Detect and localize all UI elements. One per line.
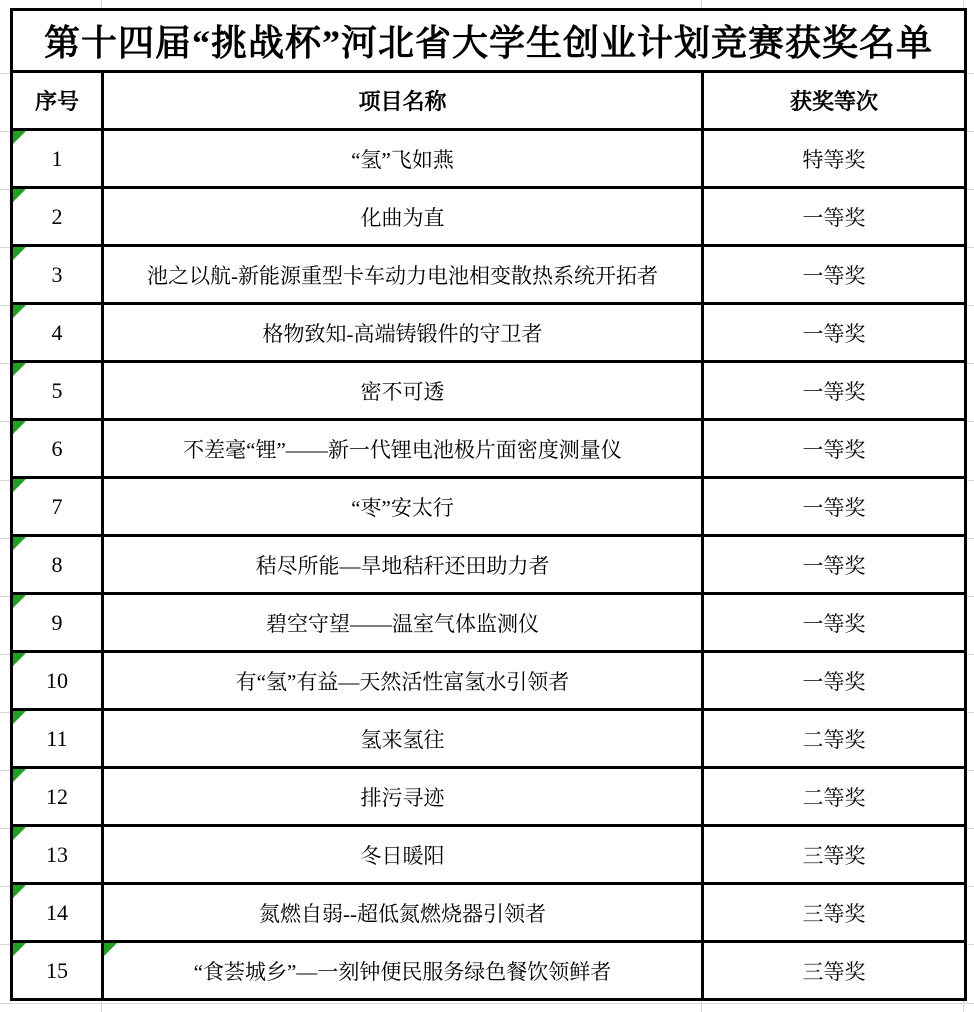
project-name-cell-text: 秸尽所能—旱地秸秆还田助力者 xyxy=(255,553,550,578)
row-number-cell-text: 7 xyxy=(51,493,63,519)
table-row xyxy=(12,130,966,188)
award-level-cell-text: 一等奖 xyxy=(802,321,866,346)
row-number-cell xyxy=(12,826,103,884)
error-indicator-triangle-icon xyxy=(13,943,26,956)
table-row xyxy=(12,362,966,420)
row-number-cell-text: 10 xyxy=(46,667,68,693)
project-name-cell xyxy=(103,942,703,1000)
row-number-cell xyxy=(12,188,103,246)
award-level-cell-text: 三等奖 xyxy=(802,843,866,868)
table-row xyxy=(12,536,966,594)
table-row xyxy=(12,652,966,710)
row-number-cell xyxy=(12,246,103,304)
project-name-cell xyxy=(103,246,703,304)
row-number-cell xyxy=(12,130,103,188)
award-level-cell xyxy=(703,362,966,420)
row-number-cell xyxy=(12,594,103,652)
award-level-cell xyxy=(703,246,966,304)
row-number-cell-text: 13 xyxy=(46,841,68,867)
row-number-cell xyxy=(12,710,103,768)
table-row xyxy=(12,420,966,478)
error-indicator-triangle-icon xyxy=(13,363,26,376)
award-level-cell xyxy=(703,304,966,362)
project-name-cell-text: 池之以航-新能源重型卡车动力电池相变散热系统开拓者 xyxy=(147,263,658,288)
error-indicator-triangle-icon xyxy=(13,653,26,666)
row-number-cell xyxy=(12,942,103,1000)
header-serial-number: 序号 xyxy=(12,72,103,130)
project-name-cell xyxy=(103,478,703,536)
table-row xyxy=(12,942,966,1000)
project-name-cell xyxy=(103,536,703,594)
error-indicator-triangle-icon xyxy=(13,247,26,260)
award-level-cell xyxy=(703,768,966,826)
award-level-cell-text: 一等奖 xyxy=(802,379,866,404)
project-name-cell-text: 氮燃自弱--超低氮燃烧器引领者 xyxy=(259,901,546,926)
row-number-cell-text: 3 xyxy=(51,261,63,287)
table-row xyxy=(12,478,966,536)
award-level-cell-text: 二等奖 xyxy=(802,727,866,752)
error-indicator-triangle-icon xyxy=(13,479,26,492)
project-name-cell xyxy=(103,304,703,362)
table-row xyxy=(12,304,966,362)
gridline-row xyxy=(0,1003,974,1004)
project-name-cell xyxy=(103,652,703,710)
row-number-cell xyxy=(12,304,103,362)
table-title: 第十四届“挑战杯”河北省大学生创业计划竞赛获奖名单 xyxy=(12,10,966,72)
award-level-cell xyxy=(703,478,966,536)
error-indicator-triangle-icon xyxy=(13,711,26,724)
award-level-cell-text: 一等奖 xyxy=(802,669,866,694)
award-level-cell xyxy=(703,130,966,188)
row-number-cell-text: 8 xyxy=(51,551,63,577)
award-level-cell-text: 三等奖 xyxy=(802,901,866,926)
award-level-cell-text: 一等奖 xyxy=(802,553,866,578)
error-indicator-triangle-icon xyxy=(104,943,117,956)
row-number-cell-text: 4 xyxy=(51,319,63,345)
project-name-cell xyxy=(103,420,703,478)
award-level-cell xyxy=(703,884,966,942)
table-row xyxy=(12,246,966,304)
award-level-cell-text: 一等奖 xyxy=(802,611,866,636)
row-number-cell-text: 11 xyxy=(46,725,68,751)
error-indicator-triangle-icon xyxy=(13,885,26,898)
error-indicator-triangle-icon xyxy=(13,131,26,144)
row-number-cell xyxy=(12,768,103,826)
award-level-cell xyxy=(703,420,966,478)
row-number-cell-text: 15 xyxy=(46,957,68,983)
table-row xyxy=(12,826,966,884)
project-name-cell-text: “枣”安太行 xyxy=(351,495,454,520)
project-name-cell-text: 碧空守望——温室气体监测仪 xyxy=(266,611,539,636)
row-number-cell-text: 6 xyxy=(51,435,63,461)
header-row xyxy=(12,72,966,130)
award-level-cell-text: 一等奖 xyxy=(802,495,866,520)
row-number-cell xyxy=(12,478,103,536)
table-row xyxy=(12,594,966,652)
project-name-cell-text: 氢来氢往 xyxy=(360,727,445,752)
project-name-cell-text: “食荟城乡”—一刻钟便民服务绿色餐饮领鲜者 xyxy=(193,959,612,984)
header-project-name: 项目名称 xyxy=(103,72,703,130)
table-row xyxy=(12,188,966,246)
project-name-cell-text: 有“氢”有益—天然活性富氢水引领者 xyxy=(235,669,570,694)
project-name-cell xyxy=(103,362,703,420)
row-number-cell-text: 2 xyxy=(51,203,63,229)
row-number-cell-text: 1 xyxy=(51,145,63,171)
award-table xyxy=(10,8,967,1001)
row-number-cell-text: 12 xyxy=(46,783,68,809)
error-indicator-triangle-icon xyxy=(13,421,26,434)
error-indicator-triangle-icon xyxy=(13,595,26,608)
row-number-cell-text: 5 xyxy=(51,377,63,403)
row-number-cell xyxy=(12,536,103,594)
award-level-cell xyxy=(703,594,966,652)
project-name-cell-text: 格物致知-高端铸锻件的守卫者 xyxy=(262,321,543,346)
project-name-cell xyxy=(103,884,703,942)
row-number-cell-text: 14 xyxy=(46,899,68,925)
error-indicator-triangle-icon xyxy=(13,827,26,840)
error-indicator-triangle-icon xyxy=(13,305,26,318)
award-level-cell-text: 一等奖 xyxy=(802,205,866,230)
table-row xyxy=(12,768,966,826)
header-award-level: 获奖等次 xyxy=(703,72,966,130)
project-name-cell xyxy=(103,188,703,246)
project-name-cell-text: 不差毫“锂”——新一代锂电池极片面密度测量仪 xyxy=(183,437,622,462)
award-level-cell xyxy=(703,652,966,710)
project-name-cell-text: 化曲为直 xyxy=(360,205,445,230)
project-name-cell xyxy=(103,594,703,652)
project-name-cell-text: 密不可透 xyxy=(360,379,445,404)
error-indicator-triangle-icon xyxy=(13,189,26,202)
row-number-cell-text: 9 xyxy=(51,609,63,635)
project-name-cell xyxy=(103,768,703,826)
table-row xyxy=(12,884,966,942)
award-level-cell xyxy=(703,942,966,1000)
award-level-cell-text: 二等奖 xyxy=(802,785,866,810)
award-level-cell-text: 一等奖 xyxy=(802,263,866,288)
title-row xyxy=(12,10,966,72)
project-name-cell xyxy=(103,710,703,768)
project-name-cell-text: 排污寻迹 xyxy=(360,785,445,810)
row-number-cell xyxy=(12,652,103,710)
project-name-cell-text: 冬日暖阳 xyxy=(360,843,445,868)
error-indicator-triangle-icon xyxy=(13,537,26,550)
award-level-cell xyxy=(703,188,966,246)
award-level-cell xyxy=(703,710,966,768)
award-level-cell-text: 一等奖 xyxy=(802,437,866,462)
project-name-cell xyxy=(103,826,703,884)
table-row xyxy=(12,710,966,768)
award-level-cell xyxy=(703,826,966,884)
award-level-cell-text: 三等奖 xyxy=(802,959,866,984)
error-indicator-triangle-icon xyxy=(13,769,26,782)
row-number-cell xyxy=(12,884,103,942)
row-number-cell xyxy=(12,362,103,420)
award-level-cell xyxy=(703,536,966,594)
row-number-cell xyxy=(12,420,103,478)
project-name-cell xyxy=(103,130,703,188)
project-name-cell-text: “氢”飞如燕 xyxy=(351,147,454,172)
award-level-cell-text: 特等奖 xyxy=(802,147,866,172)
